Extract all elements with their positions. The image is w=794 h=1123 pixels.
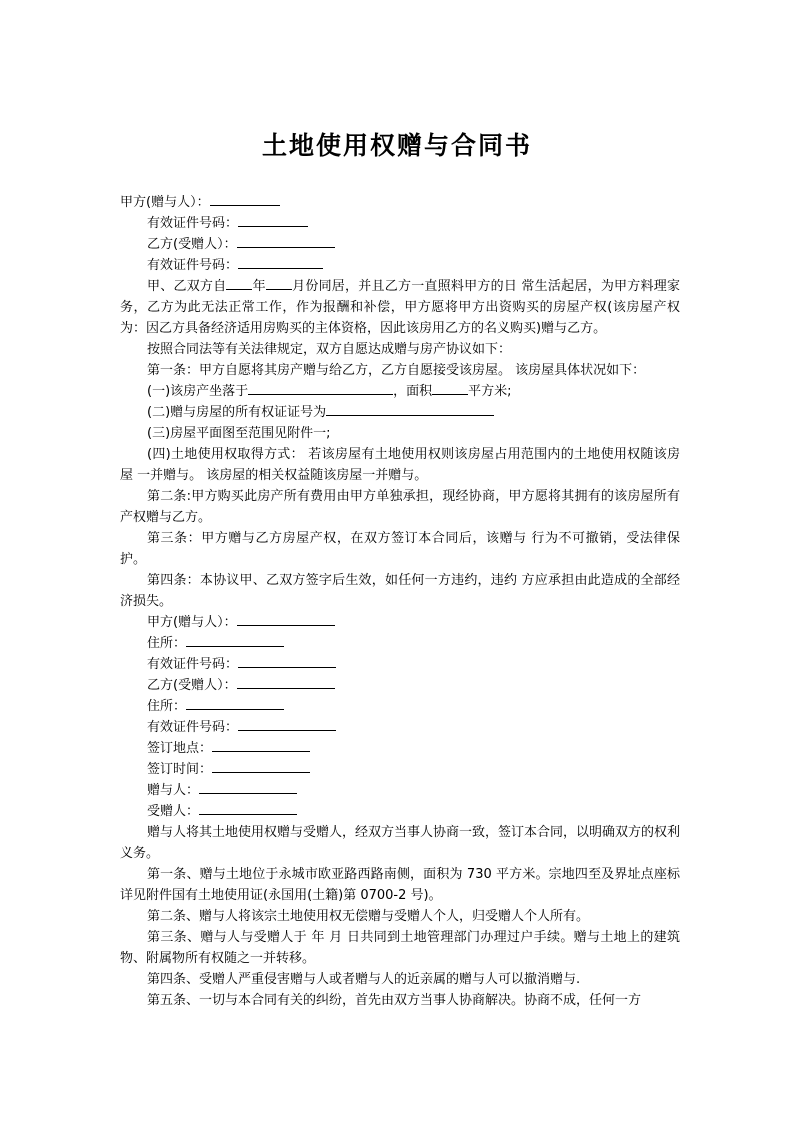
agreement-intro: 按照合同法等有关法律规定，双方自愿达成赠与房产协议如下： <box>147 342 512 357</box>
sig-id-a-row <box>120 654 680 675</box>
article-4: 第四条：本协议甲、乙双方签字后生效，如任何一方违约，违约 方应承担由此造成的全部经济损失。 <box>120 573 680 609</box>
document-body <box>120 192 680 1011</box>
land-contract-intro: 赠与人将其土地使用权赠与受赠人，经双方当事人协商一致，签订本合同，以明确双方的权利义务。 <box>120 825 681 861</box>
donee-label: 受赠人： <box>147 804 200 819</box>
sig-id-b-label: 有效证件号码： <box>147 720 239 735</box>
sign-place-label: 签订地点： <box>147 741 213 756</box>
sig-party-b-blank[interactable] <box>237 675 335 689</box>
id-no-a-row <box>120 213 680 234</box>
donor-row <box>120 780 680 801</box>
article-1-item-4: (四)土地使用权取得方式： 若该房屋有土地使用权则该房屋占用范围内的土地使用权随该房屋 一并赠与。 该房屋的相关权益随该房屋一并赠与。 <box>120 447 680 483</box>
land-clause-5: 第五条、一切与本合同有关的纠纷，首先由双方当事人协商解决。协商不成，任何一方 <box>147 993 642 1008</box>
donor-blank[interactable] <box>199 780 297 794</box>
sig-party-b-row <box>120 675 680 696</box>
party-b-label: 乙方(受赠人）： <box>147 237 237 252</box>
id-no-a-label: 有效证件号码： <box>147 216 239 231</box>
recital-text-2: 年 <box>252 279 266 294</box>
party-b-blank[interactable] <box>237 234 335 248</box>
sig-party-a-blank[interactable] <box>237 612 335 626</box>
cert-no-label: (二)赠与房屋的所有权证证号为 <box>147 405 327 420</box>
land-clause-3: 第三条、赠与人与受赠人于 年 月 日共同到土地管理部门办理过户手续。赠与土地上的建筑物、附属物所有权随之一并转移。 <box>120 930 680 966</box>
id-no-b-row <box>120 255 680 276</box>
year-blank[interactable] <box>226 276 252 290</box>
party-a-blank[interactable] <box>210 192 280 206</box>
sign-time-row <box>120 759 680 780</box>
land-clause-4: 第四条、受赠人严重侵害赠与人或者赠与人的近亲属的赠与人可以撤消赠与. <box>147 972 581 987</box>
sig-id-b-blank[interactable] <box>238 717 336 731</box>
sig-address-a-blank[interactable] <box>186 633 284 647</box>
month-blank[interactable] <box>266 276 292 290</box>
sign-place-row <box>120 738 680 759</box>
sig-address-b-blank[interactable] <box>186 696 284 710</box>
party-a-label: 甲方(赠与人）： <box>120 195 210 210</box>
sign-place-blank[interactable] <box>212 738 310 752</box>
article-1-item-3: (三)房屋平面图至范围见附件一; <box>147 426 331 441</box>
party-b-row <box>120 234 680 255</box>
article-3: 第三条：甲方赠与乙方房屋产权，在双方签订本合同后，该赠与 行为不可撤销，受法律保护。 <box>120 531 680 567</box>
donee-row <box>120 801 680 822</box>
sig-address-a-row <box>120 633 680 654</box>
recital-text-3: 月份同居，并且乙方一直照料甲方的日 常生活起居，为甲方料理家务，乙方为此无法正常工作，作为报酬和补偿，甲方愿将甲方出资购买的房屋产权(该房屋产权为：因乙方具备经济适用房购买的主体资格，因此该房用乙方的名义购买)赠与乙方。 <box>120 279 680 336</box>
area-unit: 平方米; <box>468 384 512 399</box>
id-no-b-blank[interactable] <box>238 255 323 269</box>
sig-party-b-label: 乙方(受赠人）： <box>147 678 237 693</box>
sig-id-a-label: 有效证件号码： <box>147 657 239 672</box>
sign-time-blank[interactable] <box>212 759 310 773</box>
sig-party-a-label: 甲方(赠与人）： <box>147 615 237 630</box>
sig-address-b-row <box>120 696 680 717</box>
id-no-b-label: 有效证件号码： <box>147 258 239 273</box>
location-label: (一)该房产坐落于 <box>147 384 249 399</box>
sig-party-a-row <box>120 612 680 633</box>
sig-address-b-label: 住所： <box>147 699 187 714</box>
location-blank[interactable] <box>248 381 393 395</box>
recital-paragraph <box>120 276 680 339</box>
land-clause-2: 第二条、赠与人将该宗土地使用权无偿赠与受赠人个人，归受赠人个人所有。 <box>147 909 590 924</box>
sig-id-a-blank[interactable] <box>238 654 336 668</box>
article-1-item-1 <box>120 381 680 402</box>
sig-address-a-label: 住所： <box>147 636 187 651</box>
article-2: 第二条:甲方购买此房产所有费用由甲方单独承担，现经协商，甲方愿将其拥有的该房屋所有产权赠与乙方。 <box>120 489 680 525</box>
recital-text-1: 甲、乙双方自 <box>147 279 227 294</box>
article-1: 第一条：甲方自愿将其房产赠与给乙方，乙方自愿接受该房屋。 该房屋具体状况如下： <box>147 363 646 378</box>
sign-time-label: 签订时间： <box>147 762 213 777</box>
article-1-item-2 <box>120 402 680 423</box>
document-title: 土地使用权赠与合同书 <box>261 131 532 160</box>
party-a-row <box>120 192 680 213</box>
donee-blank[interactable] <box>199 801 297 815</box>
id-no-a-blank[interactable] <box>238 213 308 227</box>
sig-id-b-row <box>120 717 680 738</box>
area-label: ，面积 <box>393 384 433 399</box>
land-clause-1: 第一条、赠与土地位于永城市欧亚路西路南侧，面积为 730 平方米。宗地四至及界址点座标详见附件国有土地使用证(永国用(土籍)第 0700-2 号)。 <box>120 867 680 903</box>
donor-label: 赠与人： <box>147 783 200 798</box>
cert-no-blank[interactable] <box>326 402 494 416</box>
area-blank[interactable] <box>432 381 468 395</box>
